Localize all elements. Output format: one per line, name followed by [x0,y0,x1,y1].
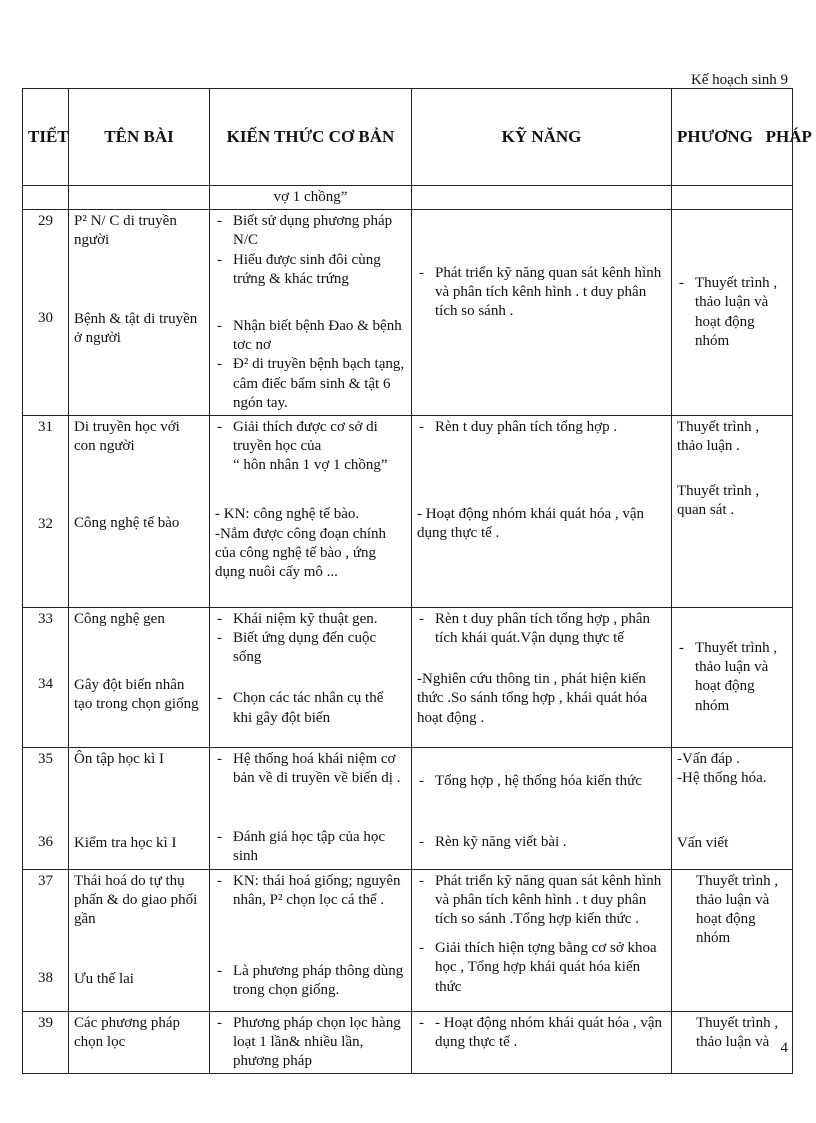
column-header-ky-nang: KỸ NĂNG [412,89,672,186]
bullet-list [417,772,666,791]
cell-ten-bai: Di truyền học với con người Công nghệ tế bào [69,415,210,607]
bullet-list [215,750,406,788]
list-item: - Giải thích được cơ sở di truyền học của [215,418,406,456]
list-item: - Giải thích hiện tợng bằng cơ sở khoa học , Tổng hợp khái quát hóa kiến thức [417,939,666,997]
bullet-list [215,872,406,910]
cell-ten-bai: P² N/ C di truyền người Bệnh & tật di truyền ở người [69,210,210,416]
list-item: - Là phương pháp thông dùng trong chọn giống. [215,962,406,1000]
cell-ten-bai: Các phương pháp chọn lọc [69,1011,210,1074]
cell-kien-thuc: vợ 1 chồng” [210,186,412,210]
cell-ky-nang [412,186,672,210]
column-header-tiet: TIẾT [23,89,69,186]
list-item: - Tổng hợp , hệ thống hóa kiến thức [417,772,666,791]
list-item: - Đánh giá học tập của học sinh [215,828,406,866]
column-header-phuong-phap: PHƯƠNG PHÁP [672,89,793,186]
table-row [23,607,793,747]
cell-ky-nang [412,869,672,1011]
cell-ky-nang [412,210,672,416]
table-row [23,869,793,1011]
cell-kien-thuc [210,869,412,1011]
cell-phuong-phap: Thuyết trình , thảo luận . Thuyết trình , quan sát . [672,415,793,607]
bullet-list [215,317,406,413]
bullet-list [417,872,666,930]
bullet-list [417,833,666,852]
cell-tiet: 29 30 [23,210,69,416]
cell-phuong-phap [672,186,793,210]
list-item: - Biết ứng dụng đến cuộc sống [215,629,406,667]
cell-kien-thuc [210,747,412,869]
cell-ky-nang: - Rèn t duy phân tích tổng hợp . - Hoạt động nhóm khái quát hóa , vận dụng thực tế . [412,415,672,607]
page-header: Kế hoạch sinh 9 [690,72,788,88]
list-item: - Chọn các tác nhân cụ thể khi gây đột biến [215,689,406,727]
cell-ten-bai: Công nghệ gen Gây đột biến nhân tạo trong chọn giống [69,607,210,747]
bullet-list [215,962,406,1000]
bullet-list [417,939,666,997]
cell-phuong-phap: Thuyết trình , thảo luận và [672,1011,793,1074]
column-header-ten-bai: TÊN BÀI [69,89,210,186]
bullet-list [215,828,406,866]
cell-ten-bai: Thái hoá do tự thụ phấn & do giao phối gần Ưu thế lai [69,869,210,1011]
list-item: - Thuyết trình , thảo luận và hoạt động nhóm [677,639,787,716]
lesson-plan-table [22,88,812,1074]
list-item: - Phát triển kỹ năng quan sát kênh hình và phân tích kênh hình . t duy phân tích so sánh . [417,264,666,322]
cell-ky-nang [412,747,672,869]
page-number: 4 [780,1040,788,1056]
cell-kien-thuc [210,607,412,747]
table-row [23,186,793,210]
bullet-list [677,639,787,716]
list-item: - Rèn t duy phân tích tổng hợp , phân tích khái quát.Vận dụng thực tế [417,610,666,648]
cell-ky-nang: - Rèn t duy phân tích tổng hợp , phân tích khái quát.Vận dụng thực tế -Nghiên cứu thông tin , phát hiện kiến thức .So sánh tổng hợp , khái quát hóa hoạt động . [412,607,672,747]
list-item: - Nhận biết bệnh Đao & bệnh tơc nơ [215,317,406,355]
bullet-list [417,610,666,648]
list-item: - Biết sử dụng phương pháp N/C [215,212,406,250]
table-row [23,210,793,416]
table-header-row [23,89,793,186]
bullet-list [215,418,406,456]
cell-tiet: 35 36 [23,747,69,869]
bullet-list [215,610,406,668]
bullet-list [215,689,406,727]
bullet-list [417,264,666,322]
cell-ky-nang [412,1011,672,1074]
cell-ten-bai [69,186,210,210]
list-item: - Thuyết trình , thảo luận và hoạt động nhóm [677,274,787,351]
list-item: - Rèn kỹ năng viết bài . [417,833,666,852]
list-item: - Khái niệm kỹ thuật gen. [215,610,406,629]
column-header-kien-thuc: KIẾN THỨC CƠ BẢN [210,89,412,186]
bullet-list [417,418,666,437]
table-row [23,747,793,869]
list-item: - Hiểu được sinh đôi cùng trứng & khác trứng [215,251,406,289]
bullet-list [215,1014,406,1072]
cell-ten-bai: Ôn tập học kì I Kiểm tra học kì I [69,747,210,869]
list-item: - Phương pháp chọn lọc hàng loạt 1 lần& nhiều lần, phương pháp [215,1014,406,1072]
list-item: - Đ² di truyền bệnh bạch tạng, câm điếc bẩm sinh & tật 6 ngón tay. [215,355,406,413]
cell-kien-thuc [210,210,412,416]
bullet-list [215,212,406,289]
cell-kien-thuc: - Giải thích được cơ sở di truyền học của “ hôn nhân 1 vợ 1 chồng” - KN: công nghệ tế bào. -Nắm được công đoạn chính của công nghệ tế bào , ứng dụng nuôi cấy mô ... [210,415,412,607]
cell-phuong-phap: Thuyết trình , thảo luận và hoạt động nhóm [672,869,793,1011]
list-item: - Phát triển kỹ năng quan sát kênh hình và phân tích kênh hình . t duy phân tích so sánh .Tổng hợp kiến thức . [417,872,666,930]
table-row [23,415,793,607]
list-item: - Hệ thống hoá khái niệm cơ bản về di truyền về biến dị . [215,750,406,788]
list-item: - Rèn t duy phân tích tổng hợp . [417,418,666,437]
cell-phuong-phap [672,607,793,747]
cell-tiet: 39 [23,1011,69,1074]
list-item: - - Hoạt động nhóm khái quát hóa , vận dụng thực tế . [417,1014,666,1052]
cell-kien-thuc [210,1011,412,1074]
bullet-list [677,274,787,351]
table-row [23,1011,793,1074]
cell-phuong-phap [672,210,793,416]
cell-tiet: 31 32 [23,415,69,607]
cell-tiet: 33 34 [23,607,69,747]
cell-tiet [23,186,69,210]
cell-tiet: 37 38 [23,869,69,1011]
bullet-list [417,1014,666,1052]
list-item: - KN: thái hoá giống; nguyên nhân, P² chọn lọc cá thể . [215,872,406,910]
cell-phuong-phap: -Vấn đáp . -Hệ thống hóa. Vấn viết [672,747,793,869]
